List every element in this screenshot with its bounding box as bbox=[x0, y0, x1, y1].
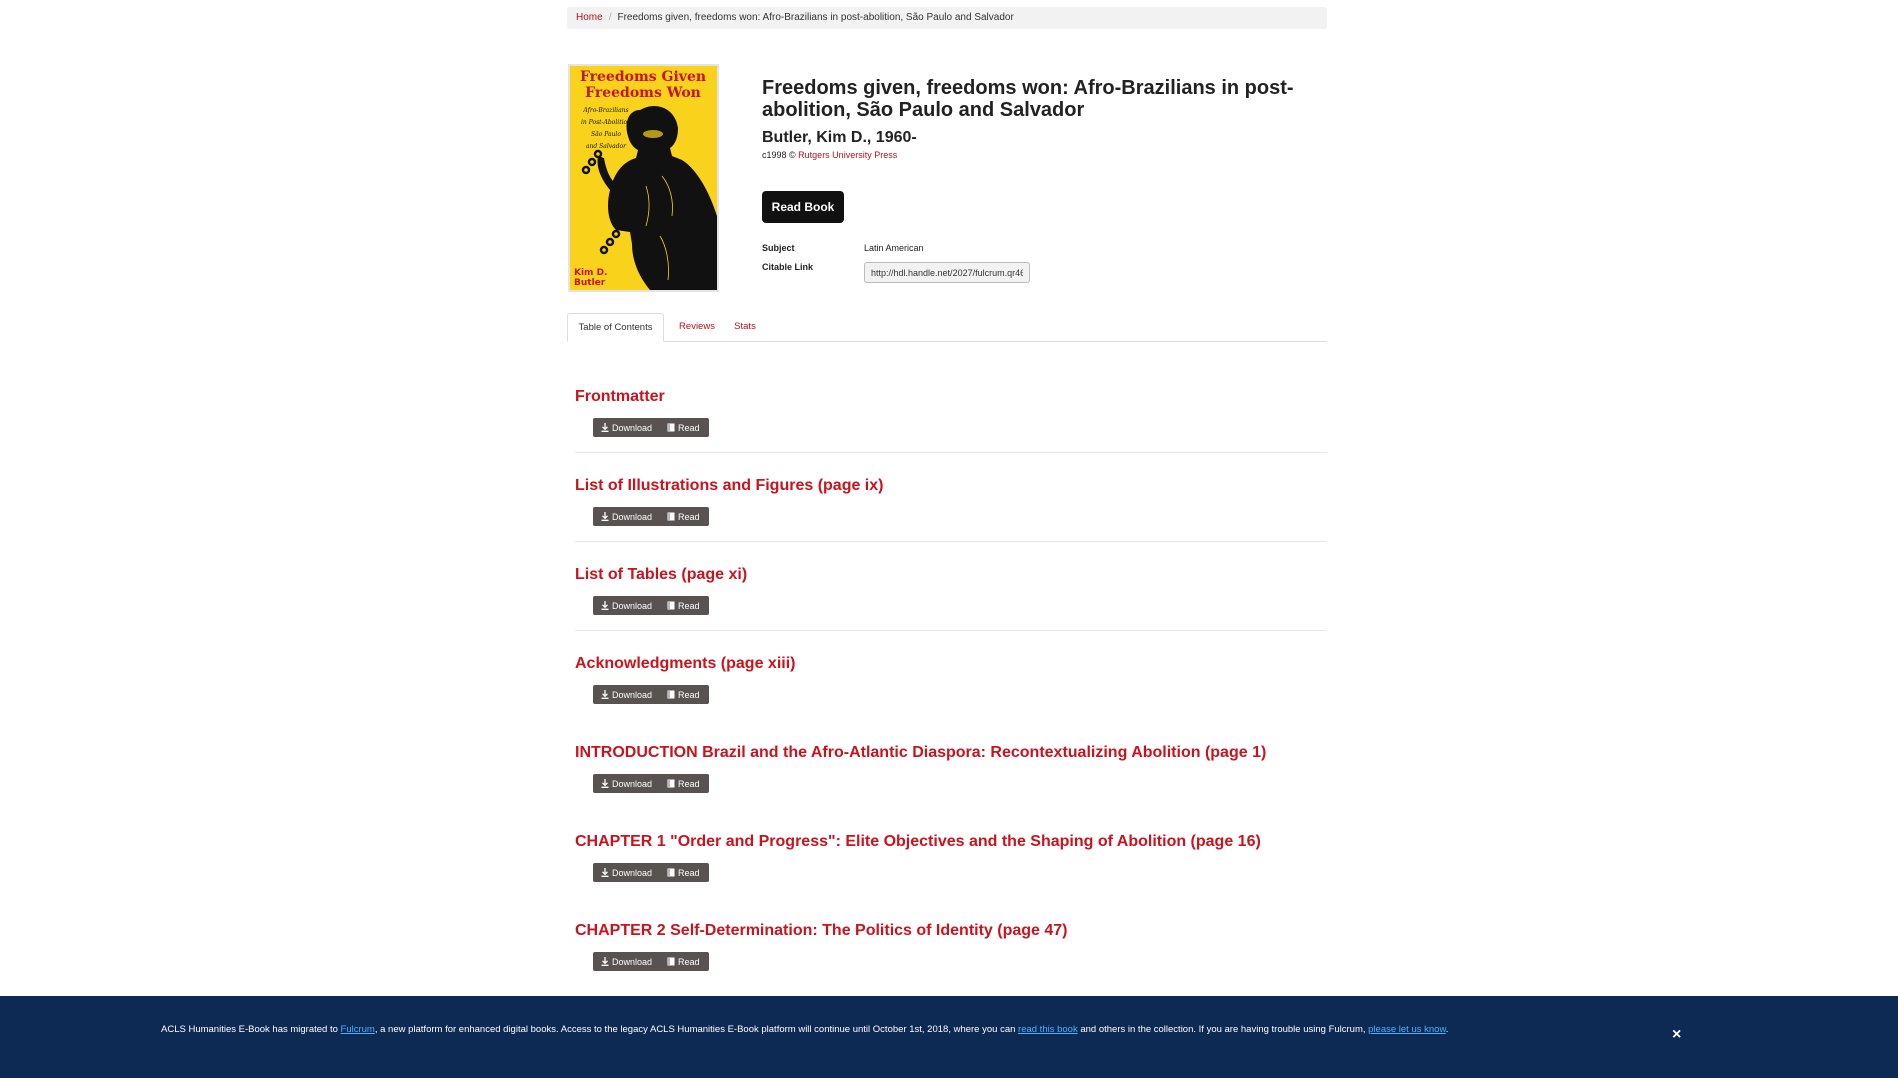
migration-banner bbox=[0, 996, 1898, 1078]
read-label: Read bbox=[678, 600, 700, 611]
download-icon bbox=[601, 690, 609, 699]
toc-item-title[interactable]: List of Illustrations and Figures (page ix) bbox=[575, 477, 884, 494]
breadcrumb bbox=[567, 7, 1327, 29]
read-label: Read bbox=[678, 867, 700, 878]
tab-stats[interactable]: Stats bbox=[734, 321, 756, 332]
citable-link-input[interactable] bbox=[864, 262, 1030, 283]
read-label: Read bbox=[678, 511, 700, 522]
banner-contact-link[interactable]: please let us know bbox=[1368, 1024, 1446, 1035]
toc-item bbox=[575, 565, 1327, 611]
cover-author-line2: Butler bbox=[574, 278, 606, 288]
toc-item-actions bbox=[593, 685, 709, 704]
book-icon bbox=[667, 423, 675, 432]
cover-title-line1: Freedoms Given bbox=[579, 69, 707, 85]
read-label: Read bbox=[678, 778, 700, 789]
breadcrumb-separator: / bbox=[608, 12, 612, 23]
download-icon bbox=[601, 601, 609, 610]
publisher-link[interactable]: Rutgers University Press bbox=[798, 150, 898, 160]
read-label: Read bbox=[678, 422, 700, 433]
toc-item bbox=[575, 387, 1327, 433]
cover-subtitle-line3: São Paulo bbox=[591, 131, 621, 138]
book-icon bbox=[667, 601, 675, 610]
toc-item-actions bbox=[593, 952, 709, 971]
banner-text-3: and others in the collection. If you are having trouble using Fulcrum, bbox=[1077, 1024, 1369, 1035]
download-label: Download bbox=[612, 600, 653, 611]
toc-item-title[interactable]: CHAPTER 1 "Order and Progress": Elite Objectives and the Shaping of Abolition (page 16) bbox=[575, 833, 1261, 850]
toc-item bbox=[575, 832, 1327, 878]
banner-read-book-link[interactable]: read this book bbox=[1018, 1024, 1078, 1035]
read-label: Read bbox=[678, 689, 700, 700]
download-button[interactable] bbox=[593, 596, 661, 615]
book-icon bbox=[667, 690, 675, 699]
close-icon[interactable]: × bbox=[1672, 1026, 1682, 1043]
download-button[interactable] bbox=[593, 774, 661, 793]
toc-item bbox=[575, 743, 1327, 789]
book-icon bbox=[667, 779, 675, 788]
book-icon bbox=[667, 957, 675, 966]
download-icon bbox=[601, 779, 609, 788]
download-label: Download bbox=[612, 511, 653, 522]
toc-item-actions bbox=[593, 418, 709, 437]
read-button[interactable] bbox=[661, 596, 700, 615]
toc-divider bbox=[575, 541, 1327, 542]
download-label: Download bbox=[612, 422, 653, 433]
toc-item-actions bbox=[593, 774, 709, 793]
download-button[interactable] bbox=[593, 418, 661, 437]
toc-item-title[interactable]: List of Tables (page xi) bbox=[575, 566, 748, 583]
toc-divider bbox=[575, 630, 1327, 631]
download-button[interactable] bbox=[593, 685, 661, 704]
toc-item-title[interactable]: Acknowledgments (page xiii) bbox=[575, 655, 796, 672]
download-icon bbox=[601, 957, 609, 966]
download-button[interactable] bbox=[593, 863, 661, 882]
tab-table-of-contents[interactable]: Table of Contents bbox=[567, 313, 664, 342]
toc-item-title[interactable]: INTRODUCTION Brazil and the Afro-Atlantic Diaspora: Recontextualizing Abolition (page 1) bbox=[575, 744, 1267, 761]
citable-link-label: Citable Link bbox=[762, 262, 814, 272]
book-cover bbox=[568, 64, 719, 292]
toc-item bbox=[575, 476, 1327, 522]
banner-text-4: . bbox=[1445, 1024, 1449, 1035]
publication-date: c1998 © bbox=[762, 150, 796, 160]
toc-item-title[interactable]: CHAPTER 2 Self-Determination: The Politics of Identity (page 47) bbox=[575, 922, 1068, 939]
read-label: Read bbox=[678, 956, 700, 967]
book-icon bbox=[667, 512, 675, 521]
tab-reviews[interactable]: Reviews bbox=[679, 321, 715, 332]
banner-text-2: , a new platform for enhanced digital books. Access to the legacy ACLS Humanities E-Book platform will continue until October 1st, 2018, where you can bbox=[374, 1024, 1019, 1035]
banner-message bbox=[161, 1024, 1448, 1035]
download-button[interactable] bbox=[593, 952, 661, 971]
read-button[interactable] bbox=[661, 774, 700, 793]
toc-item bbox=[575, 654, 1327, 700]
toc-item-actions bbox=[593, 863, 709, 882]
download-icon bbox=[601, 868, 609, 877]
book-icon bbox=[667, 868, 675, 877]
read-button[interactable] bbox=[661, 685, 700, 704]
toc-item-actions bbox=[593, 507, 709, 526]
read-button[interactable] bbox=[661, 863, 700, 882]
read-button[interactable] bbox=[661, 418, 700, 437]
cover-title-line2: Freedoms Won bbox=[585, 85, 701, 101]
book-author: Butler, Kim D., 1960- bbox=[762, 129, 917, 146]
breadcrumb-current: Freedoms given, freedoms won: Afro-Brazilians in post-abolition, São Paulo and Salvador bbox=[617, 12, 1014, 23]
download-label: Download bbox=[612, 778, 653, 789]
download-icon bbox=[601, 512, 609, 521]
download-label: Download bbox=[612, 867, 653, 878]
toc-item-title[interactable]: Frontmatter bbox=[575, 388, 665, 405]
subject-label: Subject bbox=[762, 243, 795, 253]
breadcrumb-home-link[interactable]: Home bbox=[576, 12, 603, 23]
read-button[interactable] bbox=[661, 952, 700, 971]
banner-fulcrum-link[interactable]: Fulcrum bbox=[340, 1024, 375, 1035]
cover-subtitle-line1: Afro-Brazilians bbox=[583, 107, 629, 114]
download-label: Download bbox=[612, 689, 653, 700]
cover-subtitle-line4: and Salvador bbox=[585, 143, 627, 150]
cover-subtitle-line2: in Post-Abolition bbox=[580, 119, 632, 126]
toc-item-actions bbox=[593, 596, 709, 615]
download-button[interactable] bbox=[593, 507, 661, 526]
subject-value: Latin American bbox=[864, 243, 924, 253]
book-cover-image bbox=[570, 66, 717, 290]
book-title: Freedoms given, freedoms won: Afro-Brazilians in post-abolition, São Paulo and Salvador bbox=[762, 77, 1294, 121]
cover-author-line1: Kim D. bbox=[574, 268, 608, 278]
toc-divider bbox=[575, 452, 1327, 453]
tabs-bar bbox=[567, 313, 1327, 342]
book-publication bbox=[762, 150, 897, 160]
read-button[interactable] bbox=[661, 507, 700, 526]
banner-text-1: ACLS Humanities E-Book has migrated to bbox=[161, 1024, 341, 1035]
read-book-button[interactable]: Read Book bbox=[762, 191, 844, 223]
download-label: Download bbox=[612, 956, 653, 967]
toc-item bbox=[575, 921, 1327, 967]
download-icon bbox=[601, 423, 609, 432]
